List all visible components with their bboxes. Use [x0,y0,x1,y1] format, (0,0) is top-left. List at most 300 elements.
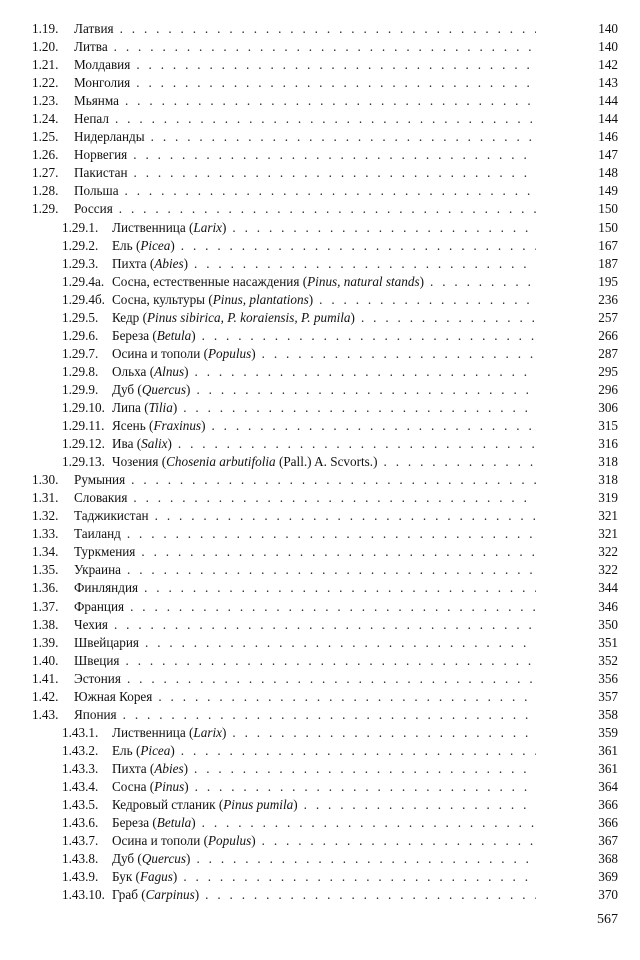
page-ref: 364 [598,778,618,794]
title-text: Ольха ( [112,363,155,379]
toc-entry [32,219,618,237]
dot-leader [130,56,536,74]
dot-leader [108,38,536,56]
section-number: 1.31. [32,490,59,506]
dot-leader [119,92,536,110]
page-ref: 361 [598,760,618,776]
toc-entry [32,128,618,146]
page-ref: 144 [598,111,618,127]
section-number: 1.29.3. [62,255,99,271]
section-title [108,868,177,886]
section-number: 1.29.4б. [62,291,105,307]
toc-entry-heading [32,543,536,561]
section-title [108,273,424,291]
page-ref: 195 [598,273,618,289]
page-ref: 150 [598,219,618,235]
page-ref: 321 [598,526,618,542]
dot-leader [298,796,536,814]
section-number: 1.36. [32,580,59,596]
toc-entry [32,38,618,56]
toc-entry [32,489,618,507]
section-title [70,507,149,525]
latin-name: Abies [154,255,184,271]
toc-entry [32,670,618,688]
latin-name: Pinus pumila [223,797,294,813]
title-text: Сосна ( [112,778,155,794]
toc-entry-heading [62,291,536,309]
toc-entry [32,796,618,814]
toc-entry-heading [32,56,536,74]
dot-leader [196,814,536,832]
page-ref: 236 [598,291,618,307]
section-title [70,20,114,38]
toc-entry-heading [62,381,536,399]
title-text: Чозения ( [112,454,167,470]
section-title [108,724,226,742]
latin-name: Picea [140,742,171,758]
page-ref: 146 [598,129,618,145]
section-number: 1.43.7. [62,833,99,849]
latin-name: Pinus [154,778,185,794]
page-ref: 316 [598,436,618,452]
dot-leader [196,327,536,345]
dot-leader [205,417,536,435]
section-title [70,561,121,579]
section-title [70,182,119,200]
toc-entry [32,200,618,218]
latin-name: Betula [156,815,192,831]
toc-entry-heading [32,579,536,597]
title-text: Мьянма [74,93,119,109]
page-ref: 149 [598,183,618,199]
dot-leader [188,255,536,273]
page-ref: 366 [598,815,618,831]
latin-name: Pinus, natural stands [307,273,420,289]
page-ref: 357 [598,688,618,704]
page-ref: 147 [598,147,618,163]
title-text: ) [167,436,172,452]
page-ref: 356 [598,670,618,686]
dot-leader [109,110,536,128]
section-number: 1.43.2. [62,742,99,758]
section-number: 1.22. [32,75,59,91]
page-ref: 150 [598,201,618,217]
dot-leader [127,146,536,164]
page-ref: 322 [598,544,618,560]
toc-entry [32,634,618,652]
section-number: 1.43.8. [62,851,99,867]
toc-entry [32,832,618,850]
latin-name: Pinus, plantations [212,291,309,307]
section-title [108,814,196,832]
title-text: Россия [74,201,113,217]
section-title [108,345,256,363]
section-number: 1.32. [32,508,59,524]
section-title [108,417,205,435]
toc-entry [32,453,618,471]
page-ref: 321 [598,508,618,524]
toc-entry-heading [62,724,536,742]
toc-entry-heading [32,688,536,706]
toc-entry [32,706,618,724]
title-text: ) [251,345,256,361]
toc-entry-heading [62,796,536,814]
toc-entry-heading [32,598,536,616]
section-title [70,670,121,688]
section-number: 1.29.9. [62,381,99,397]
page-ref: 359 [598,724,618,740]
section-title [70,489,127,507]
page-ref: 257 [598,309,618,325]
section-number: 1.29.6. [62,327,99,343]
page-ref: 148 [598,165,618,181]
section-number: 1.23. [32,93,59,109]
dot-leader [188,760,536,778]
page-ref: 187 [598,255,618,271]
dot-leader [175,742,536,760]
dot-leader [121,670,536,688]
toc-entry [32,507,618,525]
section-title [108,742,175,760]
toc-entry [32,652,618,670]
toc-entry-heading [32,561,536,579]
toc-entry-heading [32,652,536,670]
section-title [108,237,175,255]
section-title [108,327,196,345]
section-title [70,110,109,128]
section-title [108,219,226,237]
title-text: (Pall.) A. Scvorts.) [275,454,378,470]
section-number: 1.29. [32,201,59,217]
latin-name: Fraxinus [153,418,202,434]
section-title [70,598,124,616]
title-text: Ясень ( [112,418,154,434]
dot-leader [256,832,536,850]
title-text: ) [293,797,298,813]
toc-entry-heading [32,489,536,507]
section-number: 1.41. [32,670,59,686]
toc-entry [32,742,618,760]
latin-name: Larix [193,724,222,740]
section-number: 1.19. [32,21,59,36]
title-text: Сосна, культуры ( [112,291,213,307]
dot-leader [114,20,536,38]
section-number: 1.29.10. [62,399,105,415]
section-number: 1.34. [32,544,59,560]
toc-entry-heading [32,164,536,182]
title-text: Чехия [74,616,108,632]
toc-entry [32,182,618,200]
section-title [108,291,313,309]
title-text: Таджикистан [74,508,149,524]
page-ref: 167 [598,237,618,253]
page-ref: 295 [598,363,618,379]
title-text: ) [191,327,196,343]
page-ref: 322 [598,562,618,578]
title-text: Дуб ( [112,381,142,397]
dot-leader [177,399,536,417]
page-ref: 346 [598,598,618,614]
dot-leader [256,345,536,363]
title-text: Швеция [74,652,120,668]
title-text: Пакистан [74,165,128,181]
dot-leader [378,453,537,471]
toc-entry [32,381,618,399]
toc-entry [32,363,618,381]
toc-entry [32,237,618,255]
dot-leader [119,182,536,200]
title-text: ) [183,760,189,776]
title-text: Дуб ( [112,851,142,867]
dot-leader [175,237,536,255]
title-text: Монголия [74,75,131,91]
toc-entry [32,417,618,435]
toc-entry-heading [32,634,536,652]
toc-entry-heading [62,742,536,760]
section-title [108,886,199,904]
toc-entry [32,20,618,38]
section-number: 1.29.5. [62,309,99,325]
toc-entry [32,74,618,92]
section-title [108,399,177,417]
toc-entry [32,579,618,597]
page-number: 567 [597,912,618,927]
section-number: 1.29.13. [62,454,105,470]
section-number: 1.43.3. [62,760,99,776]
toc-entry-heading [32,507,536,525]
section-number: 1.40. [32,652,59,668]
title-text: Норвегия [74,147,128,163]
latin-name: Chosenia arbutifolia [166,454,276,470]
section-number: 1.43.5. [62,797,99,813]
section-title [108,832,256,850]
dot-leader [189,363,536,381]
title-text: Франция [74,598,125,614]
toc-entry-heading [62,309,536,327]
title-text: Кедровый стланик ( [112,797,224,813]
dot-leader [189,778,536,796]
title-text: Осина и тополи ( [112,833,208,849]
latin-name: Betula [156,327,192,343]
latin-name: Carpinus [145,887,195,903]
section-number: 1.29.1. [62,219,99,235]
title-text: ) [184,778,189,794]
toc-entry-heading [62,868,536,886]
section-number: 1.43.4. [62,778,99,794]
toc-entry [32,92,618,110]
toc-entry-heading [32,146,536,164]
toc-entry-heading [62,886,536,904]
page-ref: 306 [598,399,618,415]
dot-leader [424,273,536,291]
title-text: Береза ( [112,327,157,343]
page-ref: 287 [598,345,618,361]
page-ref: 318 [598,454,618,470]
title-text: Таиланд [74,526,121,542]
latin-name: Populus [207,345,252,361]
toc-entry-heading [32,182,536,200]
section-number: 1.33. [32,526,59,542]
title-text: Ива ( [112,436,142,452]
dot-leader [226,724,536,742]
dot-leader [313,291,536,309]
section-title [70,688,152,706]
page-ref: 140 [598,21,618,36]
section-title [108,453,378,471]
section-title [70,706,117,724]
title-text: Эстония [74,670,121,686]
title-text: Польша [74,183,119,199]
dot-leader [226,219,536,237]
page-ref: 351 [598,634,618,650]
dot-leader [190,381,536,399]
toc-entry-heading [32,128,536,146]
page-ref: 296 [598,381,618,397]
section-title [70,579,138,597]
section-title [70,634,139,652]
title-text: Сосна, естественные насаждения ( [112,273,308,289]
section-title [70,471,125,489]
page-ref: 369 [598,869,618,885]
title-text: Словакия [74,490,128,506]
toc-entry [32,399,618,417]
section-number: 1.29.8. [62,363,99,379]
toc-entry [32,814,618,832]
toc-entry-heading [62,760,536,778]
section-title [108,435,172,453]
toc-entry [32,760,618,778]
section-title [108,381,190,399]
section-title [70,616,108,634]
dot-leader [190,850,536,868]
dot-leader [117,706,536,724]
toc-entry-heading [62,255,536,273]
section-number: 1.29.12. [62,436,105,452]
title-text: Лиственница ( [112,724,194,740]
dot-leader [152,688,536,706]
latin-name: Quercus [141,381,187,397]
page-ref: 140 [598,39,618,55]
toc-entry-heading [32,92,536,110]
toc-entry [32,255,618,273]
title-text: ) [186,381,191,397]
page-ref: 142 [598,57,618,73]
toc-entry-heading [32,110,536,128]
section-number: 1.24. [32,111,59,127]
toc-entry-heading [62,832,536,850]
toc-entry-heading [62,363,536,381]
title-text: Япония [74,706,117,722]
title-text: ) [221,724,227,740]
section-title [70,200,113,218]
title-text: Ель ( [112,742,141,758]
latin-name: Larix [193,219,222,235]
toc-entry-heading [62,327,536,345]
toc-entry-heading [32,706,536,724]
toc-entry-heading [32,200,536,218]
dot-leader [128,164,536,182]
dot-leader [124,598,536,616]
toc-entry-heading [32,20,536,38]
section-number: 1.29.2. [62,237,99,253]
toc-entry-heading [32,616,536,634]
dot-leader [120,652,537,670]
section-number: 1.43.1. [62,724,99,740]
latin-name: Abies [154,760,184,776]
page-ref: 144 [598,93,618,109]
latin-name: Fagus [139,869,173,885]
section-title [70,38,108,56]
title-text: ) [172,399,178,415]
table-of-contents [32,20,618,904]
dot-leader [108,616,536,634]
page-ref: 318 [598,472,618,488]
title-text: Финляндия [74,580,139,596]
title-text: Латвия [74,21,114,36]
section-number: 1.28. [32,183,59,199]
section-title [70,146,127,164]
title-text: Осина и тополи ( [112,345,208,361]
toc-entry-heading [62,345,536,363]
section-title [108,796,298,814]
toc-entry-heading [32,670,536,688]
section-title [70,74,130,92]
title-text: Молдавия [74,57,131,73]
dot-leader [145,128,536,146]
toc-entry [32,688,618,706]
toc-entry-heading [62,417,536,435]
section-title [70,525,121,543]
dot-leader [121,525,536,543]
dot-leader [113,200,536,218]
title-text: Лиственница ( [112,219,194,235]
section-title [108,309,355,327]
section-title [108,760,188,778]
latin-name: Salix [141,436,168,452]
section-title [70,56,130,74]
toc-entry-heading [32,38,536,56]
section-number: 1.27. [32,165,59,181]
page-ref: 344 [598,580,618,596]
page-ref: 350 [598,616,618,632]
toc-entry-heading [62,237,536,255]
page-ref: 361 [598,742,618,758]
title-text: Литва [74,39,108,55]
latin-name: Pinus sibirica, P. koraiensis, P. pumila [146,309,351,325]
latin-name: Quercus [141,851,187,867]
toc-entry-heading [62,435,536,453]
page-ref: 366 [598,797,618,813]
section-number: 1.43. [32,706,59,722]
page-ref: 143 [598,75,618,91]
page-ref: 319 [598,490,618,506]
dot-leader [130,74,536,92]
toc-entry [32,110,618,128]
dot-leader [135,543,536,561]
title-text: ) [186,851,191,867]
section-title [70,92,119,110]
dot-leader [172,435,536,453]
toc-entry [32,850,618,868]
toc-entry [32,291,618,309]
toc-entry [32,435,618,453]
title-text: ) [172,869,178,885]
dot-leader [121,561,536,579]
toc-entry [32,327,618,345]
title-text: Украина [74,562,121,578]
section-number: 1.29.11. [62,418,105,434]
title-text: ) [194,887,200,903]
